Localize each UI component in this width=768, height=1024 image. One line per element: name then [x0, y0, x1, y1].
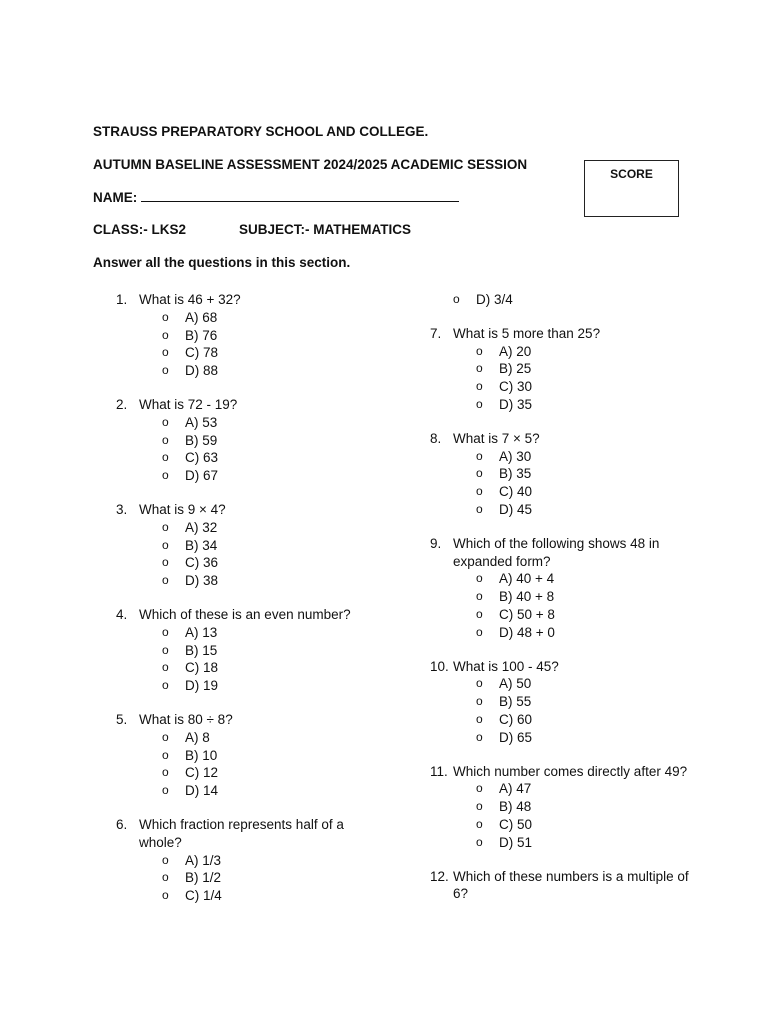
- bullet-icon: o: [476, 729, 483, 744]
- option: o B) 25: [476, 361, 532, 377]
- option: o B) 55: [476, 694, 532, 710]
- option: o A) 32: [162, 519, 218, 535]
- assessment-title: AUTUMN BASELINE ASSESSMENT 2024/2025 ACADEMIC SESSION: [93, 157, 528, 172]
- question-4: [116, 606, 386, 695]
- option: o A) 20: [476, 343, 532, 359]
- bullet-icon: o: [476, 606, 483, 621]
- option: o A) 47: [476, 781, 532, 797]
- option: o D) 65: [476, 729, 533, 745]
- bullet-icon: o: [476, 466, 483, 481]
- name-row: [93, 190, 459, 205]
- score-box: [584, 160, 679, 217]
- option: o D) 45: [476, 501, 533, 517]
- option: o B) 15: [162, 642, 218, 658]
- question-text: What is 80 ÷ 8?: [139, 711, 233, 727]
- option: o B) 59: [162, 432, 218, 448]
- bullet-icon: o: [476, 834, 483, 849]
- option: o D) 38: [162, 573, 219, 589]
- question-2: [116, 396, 386, 485]
- bullet-icon: o: [162, 414, 169, 429]
- option: o B) 76: [162, 327, 218, 343]
- bullet-icon: o: [162, 519, 169, 534]
- question-text: What is 7 × 5?: [453, 430, 540, 446]
- option: o C) 36: [162, 555, 219, 571]
- question-6-continued: [430, 291, 690, 309]
- bullet-icon: o: [162, 678, 169, 693]
- bullet-icon: o: [476, 379, 483, 394]
- question-10: [430, 658, 690, 747]
- option: o C) 50 + 8: [476, 606, 555, 622]
- bullet-icon: o: [476, 571, 483, 586]
- bullet-icon: o: [162, 642, 169, 657]
- question-number: 4.: [116, 606, 128, 622]
- option: o A) 50: [476, 676, 532, 692]
- bullet-icon: o: [476, 799, 483, 814]
- question-text: Which of these numbers is a multiple of 6?: [453, 868, 689, 902]
- option: o A) 68: [162, 309, 218, 325]
- bullet-icon: o: [476, 484, 483, 499]
- bullet-icon: o: [476, 711, 483, 726]
- bullet-icon: o: [162, 765, 169, 780]
- question-7: [430, 325, 690, 414]
- option: o C) 12: [162, 765, 219, 781]
- bullet-icon: o: [162, 747, 169, 762]
- question-number: 10.: [430, 658, 449, 674]
- question-6: [116, 816, 386, 905]
- option: o B) 35: [476, 466, 532, 482]
- option: o D) 19: [162, 678, 219, 694]
- question-text: Which number comes directly after 49?: [453, 763, 688, 779]
- question-3: [116, 501, 386, 590]
- option: o A) 30: [476, 448, 532, 464]
- school-name: STRAUSS PREPARATORY SCHOOL AND COLLEGE.: [93, 124, 429, 139]
- option: o D) 67: [162, 468, 219, 484]
- bullet-icon: o: [162, 345, 169, 360]
- question-1: [116, 291, 386, 380]
- bullet-icon: o: [476, 589, 483, 604]
- bullet-icon: o: [162, 660, 169, 675]
- bullet-icon: o: [162, 870, 169, 885]
- bullet-icon: o: [162, 468, 169, 483]
- option: o A) 1/3: [162, 852, 222, 868]
- question-number: 7.: [430, 325, 442, 341]
- option: o A) 8: [162, 729, 210, 745]
- bullet-icon: o: [162, 888, 169, 903]
- question-number: 9.: [430, 535, 442, 551]
- bullet-icon: o: [476, 396, 483, 411]
- bullet-icon: o: [162, 783, 169, 798]
- option: o A) 13: [162, 624, 218, 640]
- subject-label: SUBJECT:- MATHEMATICS: [239, 222, 411, 237]
- question-number: 11.: [430, 763, 448, 779]
- option: o A) 40 + 4: [476, 571, 555, 587]
- bullet-icon: o: [476, 816, 483, 831]
- bullet-icon: o: [476, 501, 483, 516]
- bullet-icon: o: [453, 292, 460, 306]
- option: o B) 1/2: [162, 870, 222, 886]
- left-column: [116, 291, 386, 921]
- bullet-icon: o: [476, 361, 483, 376]
- option: o C) 78: [162, 345, 219, 361]
- bullet-icon: o: [476, 694, 483, 709]
- question-number: 12.: [430, 868, 449, 884]
- right-column: [430, 291, 690, 919]
- option: o D) 48 + 0: [476, 624, 555, 640]
- bullet-icon: o: [162, 363, 169, 378]
- class-label: CLASS:- LKS2: [93, 222, 187, 237]
- option: o C) 63: [162, 450, 219, 466]
- option: o B) 10: [162, 747, 218, 763]
- bullet-icon: o: [162, 432, 169, 447]
- question-text: What is 72 - 19?: [139, 396, 238, 412]
- option: o B) 48: [476, 799, 532, 815]
- option: o C) 1/4: [162, 888, 222, 904]
- question-number: 5.: [116, 711, 128, 727]
- question-text: What is 100 - 45?: [453, 658, 559, 674]
- question-12: [430, 868, 690, 904]
- bullet-icon: o: [476, 343, 483, 358]
- option: o D) 3/4: [453, 292, 513, 307]
- option: o C) 40: [476, 484, 533, 500]
- name-blank-line[interactable]: [141, 191, 459, 202]
- option: o C) 60: [476, 711, 533, 727]
- bullet-icon: o: [162, 327, 169, 342]
- question-5: [116, 711, 386, 800]
- question-number: 2.: [116, 396, 128, 412]
- option: o D) 14: [162, 783, 219, 799]
- bullet-icon: o: [162, 852, 169, 867]
- bullet-icon: o: [476, 448, 483, 463]
- option: o C) 30: [476, 379, 533, 395]
- question-number: 6.: [116, 816, 128, 832]
- question-text: Which fraction represents half of a whole?: [139, 816, 344, 850]
- question-text: What is 5 more than 25?: [453, 325, 601, 341]
- option: o D) 35: [476, 396, 533, 412]
- option: o D) 51: [476, 834, 533, 850]
- bullet-icon: o: [476, 676, 483, 691]
- bullet-icon: o: [476, 624, 483, 639]
- question-9: [430, 535, 690, 642]
- question-8: [430, 430, 690, 519]
- option: o B) 34: [162, 537, 218, 553]
- bullet-icon: o: [162, 537, 169, 552]
- instruction-text: Answer all the questions in this section.: [93, 255, 351, 270]
- question-number: 1.: [116, 292, 128, 307]
- name-label: NAME:: [93, 190, 138, 205]
- question-text: Which of these is an even number?: [139, 606, 351, 622]
- option: o D) 88: [162, 363, 219, 379]
- bullet-icon: o: [162, 450, 169, 465]
- question-text: Which of the following shows 48 in expanded form?: [453, 535, 660, 569]
- option: o B) 40 + 8: [476, 589, 555, 605]
- option: o A) 53: [162, 414, 218, 430]
- score-label: SCORE: [610, 167, 653, 181]
- option: o C) 50: [476, 816, 533, 832]
- question-number: 3.: [116, 501, 128, 517]
- question-text: What is 46 + 32?: [139, 292, 241, 307]
- bullet-icon: o: [162, 555, 169, 570]
- bullet-icon: o: [162, 624, 169, 639]
- question-number: 8.: [430, 430, 442, 446]
- question-11: [430, 763, 690, 852]
- bullet-icon: o: [162, 309, 169, 324]
- bullet-icon: o: [162, 729, 169, 744]
- question-text: What is 9 × 4?: [139, 501, 226, 517]
- option: o C) 18: [162, 660, 219, 676]
- bullet-icon: o: [476, 781, 483, 796]
- bullet-icon: o: [162, 573, 169, 588]
